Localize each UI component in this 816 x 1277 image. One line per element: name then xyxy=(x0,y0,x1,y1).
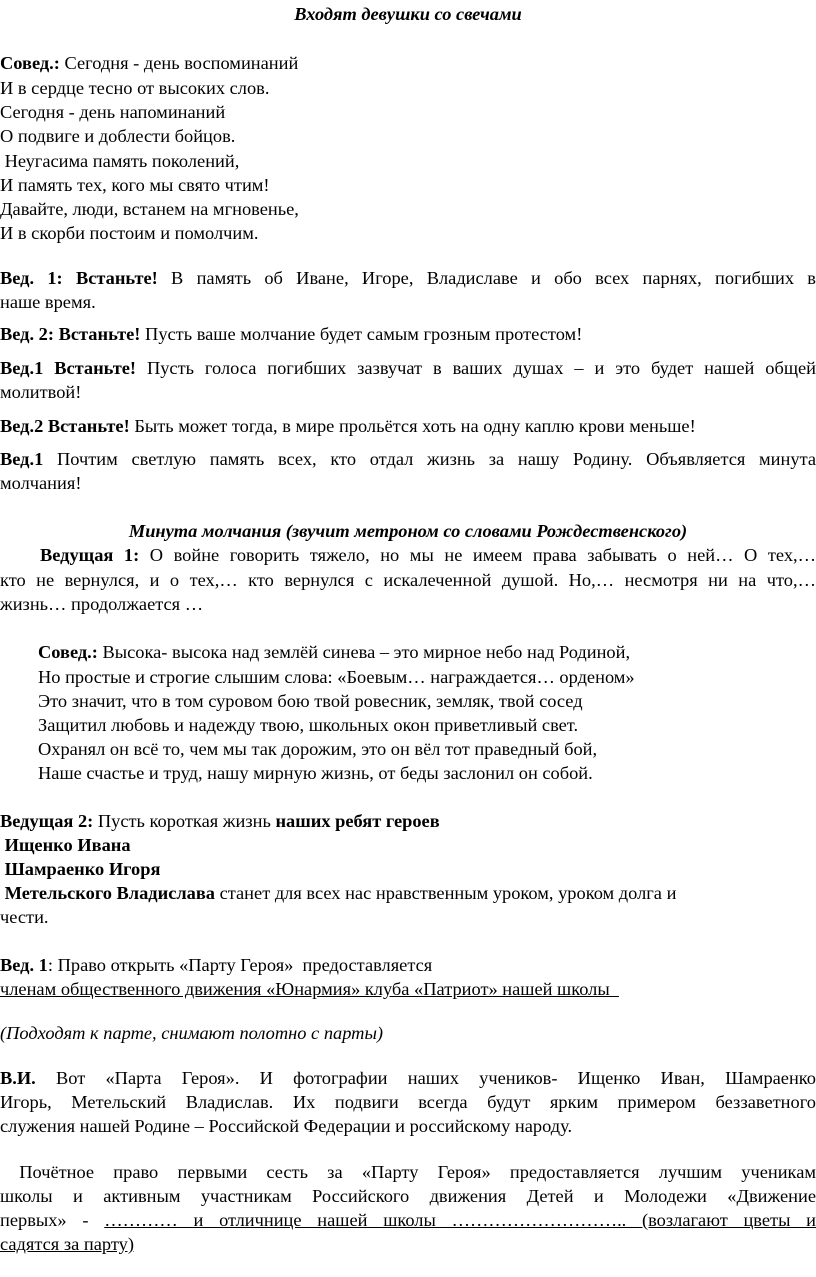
call-5: Вед.1 Почтим светлую память всех, кто отдал жизнь за нашу Родину. Объявляется минута xyxy=(0,449,816,469)
host1-line-3: жизнь… продолжается … xyxy=(0,594,204,614)
vi-line-2: Игорь, Метельский Владислав. Их подвиги всегда будут ярким примером беззаветного xyxy=(0,1092,816,1112)
poem2-line-3: Это значит, что в том суровом бою твой ровесник, земляк, твой сосед xyxy=(38,691,583,711)
call-1: Вед. 1: Встаньте! В память об Иване, Игоре, Владиславе и обо всех парнях, погибших в xyxy=(0,268,816,288)
host2-line-5: чести. xyxy=(0,907,49,927)
final-line-3: первых» - ………… и отличнице нашей школы ……………………….. (возлагают цветы и xyxy=(0,1210,816,1230)
hero-name-3: Метельского Владислава станет для всех нас нравственным уроком, уроком долга и xyxy=(0,883,677,903)
poem1-line-7: Давайте, люди, встанем на мгновенье, xyxy=(0,199,299,219)
call-3-cont: молитвой! xyxy=(0,382,82,402)
call-3-speaker: Вед.1 Встаньте! xyxy=(0,358,137,378)
host1-line-2: кто не вернулся, и о тех,… кто вернулся с искалеченной душой. Но,… несмотря ни на что,… xyxy=(0,570,816,590)
poem2-line-5: Охранял он всё то, чем мы так дорожим, это он вёл тот праведный бой, xyxy=(38,739,598,759)
vi-speaker: В.И. xyxy=(0,1068,36,1088)
poem2-line-2: Но простые и строгие слышим слова: «Боевым… награждается… орденом» xyxy=(38,667,635,687)
call-5-cont: молчания! xyxy=(0,473,82,493)
call-2-speaker: Вед. 2: Встаньте! xyxy=(0,324,141,344)
ved1-speaker: Вед. 1 xyxy=(0,955,48,975)
final-line-4: садятся за парту) xyxy=(0,1234,134,1254)
poem1-line-6: И память тех, кого мы свято чтим! xyxy=(0,175,270,195)
poem2-line-1: Совед.: Высока- высока над землёй синева – это мирное небо над Родиной, xyxy=(38,642,631,662)
stage-direction-title: Входят девушки со свечами xyxy=(294,4,522,24)
stage-direction-desk: (Подходят к парте, снимают полотно с парты) xyxy=(0,1023,384,1043)
ved1-line-2-underlined: членам общественного движения «Юнармия» клуба «Патриот» нашей школы xyxy=(0,979,619,999)
poem2-speaker: Совед.: xyxy=(38,642,98,662)
host2-speaker: Ведущая 2: xyxy=(0,811,94,831)
call-5-speaker: Вед.1 xyxy=(0,449,44,469)
vi-line-1: В.И. Вот «Парта Героя». И фотографии наших учеников- Ищенко Иван, Шамраенко xyxy=(0,1068,816,1088)
poem1-line-5: Неугасима память поколений, xyxy=(0,151,240,171)
poem2-line-4: Защитил любовь и надежду твою, школьных окон приветливый свет. xyxy=(38,715,579,735)
call-1-cont: наше время. xyxy=(0,292,96,312)
poem1-speaker: Совед.: xyxy=(0,53,60,73)
host1-line-1: Ведущая 1: О войне говорить тяжело, но мы не имеем права забывать о ней… О тех,… xyxy=(40,545,816,565)
poem1-line-1: Совед.: Сегодня - день воспоминаний xyxy=(0,53,299,73)
call-4-speaker: Вед.2 Встаньте! xyxy=(0,416,130,436)
hero-name-1: Ищенко Ивана xyxy=(0,835,131,855)
minute-of-silence-heading: Минута молчания (звучит метроном со словами Рождественского) xyxy=(128,521,688,541)
ved1-line-1: Вед. 1: Право открыть «Парту Героя» предоставляется xyxy=(0,955,433,975)
call-3: Вед.1 Встаньте! Пусть голоса погибших зазвучат в ваших душах – и это будет нашей общей xyxy=(0,358,816,378)
poem1-line-4: О подвиге и доблести бойцов. xyxy=(0,126,236,146)
poem2-line-6: Наше счастье и труд, нашу мирную жизнь, от беды заслонил он собой. xyxy=(38,763,593,783)
host2-line-1: Ведущая 2: Пусть короткая жизнь наших ребят героев xyxy=(0,811,440,831)
final-line-1: Почётное право первыми сесть за «Парту Героя» предоставляется лучшим ученикам xyxy=(0,1162,816,1182)
poem1-line-3: Сегодня - день напоминаний xyxy=(0,102,226,122)
host1-speaker: Ведущая 1: xyxy=(40,545,140,565)
poem1-line-2: И в сердце тесно от высоких слов. xyxy=(0,78,270,98)
poem1-line-8: И в скорби постоим и помолчим. xyxy=(0,223,259,243)
call-1-speaker: Вед. 1: Встаньте! xyxy=(0,268,158,288)
call-4: Вед.2 Встаньте! Быть может тогда, в мире прольётся хоть на одну каплю крови меньше! xyxy=(0,416,696,436)
hero-name-2: Шамраенко Игоря xyxy=(0,859,161,879)
vi-line-3: служения нашей Родине – Российской Федерации и российскому народу. xyxy=(0,1116,573,1136)
final-line-2: школы и активным участникам Российского движения Детей и Молодежи «Движение xyxy=(0,1186,816,1206)
call-2: Вед. 2: Встаньте! Пусть ваше молчание будет самым грозным протестом! xyxy=(0,324,583,344)
